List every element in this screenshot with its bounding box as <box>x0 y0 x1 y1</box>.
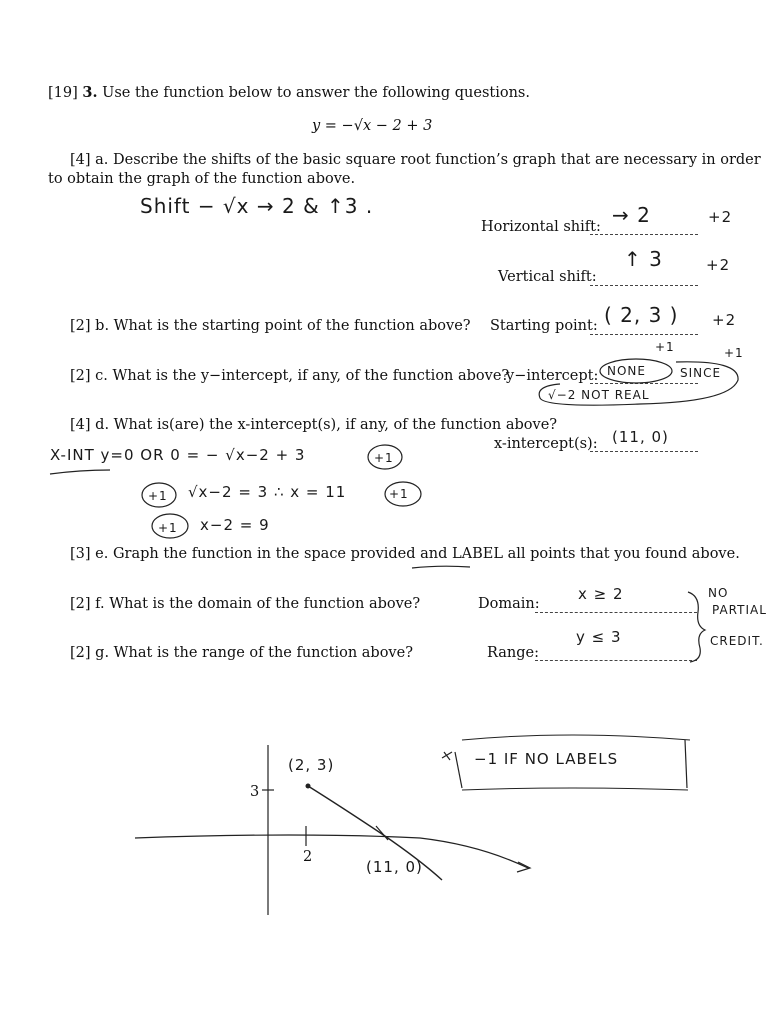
function-equation: y = −√x − 2 + 3 <box>312 118 433 134</box>
graph-xint-label: (11, 0) <box>366 858 423 876</box>
vertical-shift-label: Vertical shift: <box>498 269 597 285</box>
part-f-points: [2] <box>70 596 91 612</box>
y-intercept-score-2: +1 <box>724 346 744 360</box>
starting-point-label: Starting point: <box>490 318 598 334</box>
starting-point-answer: ( 2, 3 ) <box>604 303 679 327</box>
part-d-score-c: +1 <box>389 487 409 501</box>
penalty-box-right <box>685 740 687 788</box>
part-a-work: Shift − √x → 2 & ↑3 . <box>140 194 374 218</box>
part-g-text: g. What is the range of the function above? <box>95 645 413 661</box>
graph-x-tick-label: 2 <box>303 849 313 865</box>
starting-point-score: +2 <box>712 311 737 329</box>
range-answer: y ≤ 3 <box>576 628 622 646</box>
domain-answer: x ≥ 2 <box>578 585 624 603</box>
range-label: Range: <box>487 645 539 661</box>
part-a-line2: to obtain the graph of the function above. <box>48 171 356 187</box>
partial-credit-brace <box>688 592 705 662</box>
x-int-underline <box>50 470 110 474</box>
partial-note-line3: CREDIT. <box>710 634 764 648</box>
part-d-points: [4] <box>70 417 91 433</box>
y-intercept-answer-reason: √−2 NOT REAL <box>548 388 650 402</box>
vertical-shift-answer: ↑ 3 <box>624 247 663 271</box>
y-intercept-score-1: +1 <box>655 340 675 354</box>
penalty-scribble <box>442 752 452 760</box>
y-intercept-answer-since: SINCE <box>680 366 722 380</box>
x-intercept-label: x-intercept(s): <box>494 436 598 452</box>
partial-note-line2: PARTIAL <box>712 603 767 617</box>
graph-y-tick-label: 3 <box>250 784 260 800</box>
graph-start-label: (2, 3) <box>288 756 335 774</box>
score-circle-d <box>152 514 188 538</box>
penalty-box-left <box>455 752 462 788</box>
part-f-text: f. What is the domain of the function above? <box>95 596 421 612</box>
part-d-work-2: √x−2 = 3 ∴ x = 11 <box>188 483 347 501</box>
penalty-box-bottom <box>462 788 688 790</box>
y-intercept-label: y−intercept: <box>506 368 599 384</box>
question-points: [19] <box>48 85 78 101</box>
part-d-score-d: +1 <box>158 521 178 535</box>
score-circle-a <box>368 445 402 469</box>
part-d-work-3: x−2 = 9 <box>200 516 270 534</box>
domain-label: Domain: <box>478 596 540 612</box>
part-c-points: [2] <box>70 368 91 384</box>
graph-penalty-note: −1 IF NO LABELS <box>474 750 619 768</box>
penalty-box-top <box>462 735 690 740</box>
part-e-points: [3] <box>70 546 91 562</box>
vertical-shift-score: +2 <box>706 256 731 274</box>
part-a-text: a. Describe the shifts of the basic square root function’s graph that are necessary in order <box>95 152 761 168</box>
part-g-points: [2] <box>70 645 91 661</box>
part-e-text: e. Graph the function in the space provided and LABEL all points that you found above. <box>95 546 740 562</box>
part-d-score-b: +1 <box>148 489 168 503</box>
y-intercept-answer-none: NONE <box>607 364 646 378</box>
part-a-points: [4] <box>70 152 91 168</box>
horizontal-shift-label: Horizontal shift: <box>481 219 601 235</box>
score-circle-c <box>385 482 421 506</box>
part-b-text: b. What is the starting point of the function above? <box>95 318 471 334</box>
x-intercept-answer: (11, 0) <box>612 428 669 446</box>
part-d-score-a: +1 <box>374 451 394 465</box>
question-number: 3. <box>82 84 98 101</box>
partial-note-line1: NO <box>708 586 729 600</box>
none-circle <box>600 359 672 383</box>
part-d-text: d. What is(are) the x-intercept(s), if any, of the function above? <box>95 417 558 433</box>
part-c-text: c. What is the y−intercept, if any, of the function above? <box>95 368 510 384</box>
part-d-work-1: X-INT y=0 OR 0 = − √x−2 + 3 <box>50 446 306 464</box>
x-intercept-mark <box>376 826 388 840</box>
label-underline <box>412 566 470 568</box>
horizontal-shift-score: +2 <box>708 208 733 226</box>
question-instruction: Use the function below to answer the following questions. <box>102 85 530 101</box>
score-circle-b <box>142 483 176 507</box>
x-axis <box>135 835 528 868</box>
horizontal-shift-answer: → 2 <box>612 203 651 227</box>
part-b-points: [2] <box>70 318 91 334</box>
